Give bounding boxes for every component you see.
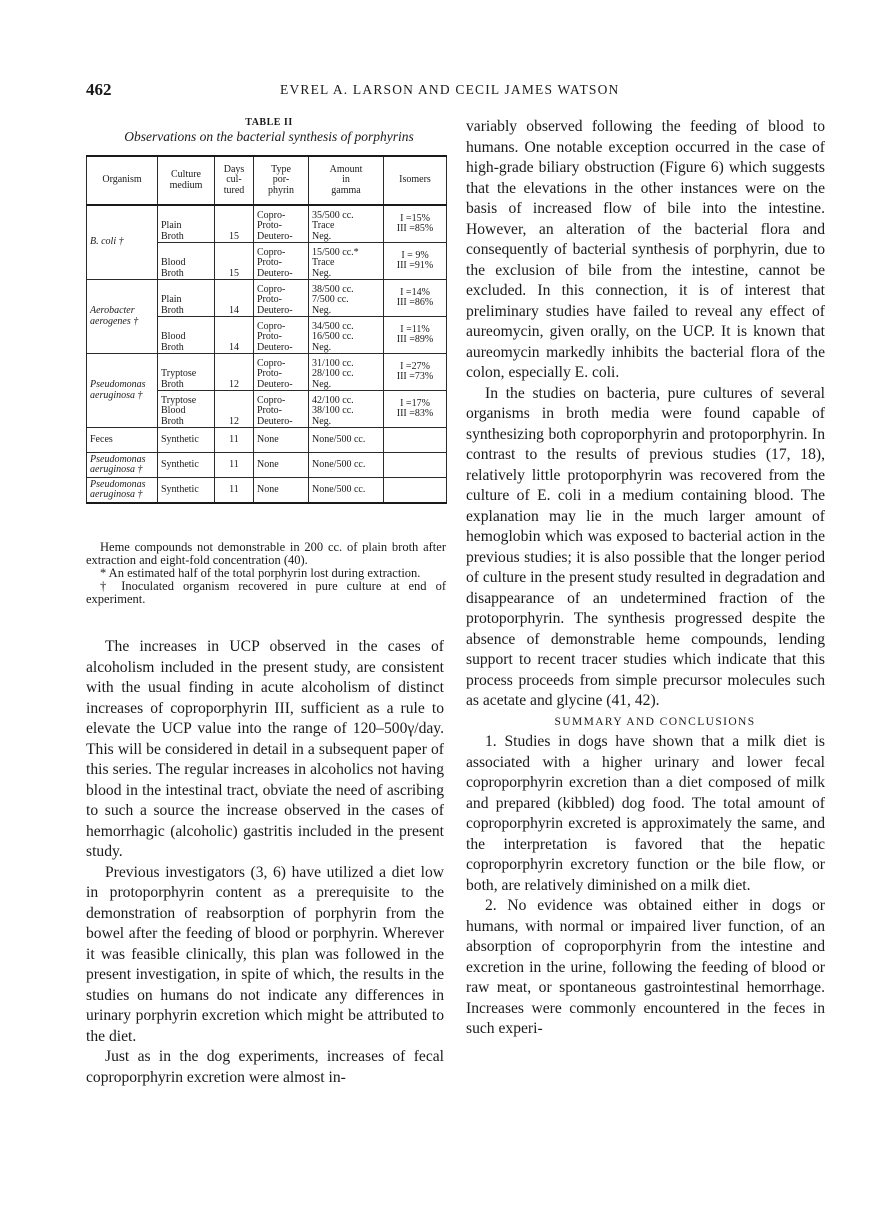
- cell-amount: None/500 cc.: [309, 453, 384, 478]
- cell-type: Copro- Proto- Deutero-: [254, 317, 309, 354]
- cell-organism: B. coli †: [87, 205, 158, 280]
- cell-isomers: I =11% III =89%: [384, 317, 447, 354]
- cell-days: 12: [215, 354, 254, 391]
- footnote: † Inoculated organism recovered in pure culture at end of experiment.: [86, 579, 446, 606]
- cell-amount: 38/500 cc. 7/500 cc. Neg.: [309, 280, 384, 317]
- cell-organism: Pseudomonas aeruginosa †: [87, 478, 158, 504]
- cell-medium: Synthetic: [158, 428, 215, 453]
- cell-type: Copro- Proto- Deutero-: [254, 391, 309, 428]
- table-row: [87, 478, 447, 504]
- cell-type: Copro- Proto- Deutero-: [254, 280, 309, 317]
- cell-medium: Tryptose Blood Broth: [158, 391, 215, 428]
- running-head: EVREL A. LARSON AND CECIL JAMES WATSON: [280, 82, 620, 97]
- paragraph: Previous investigators (3, 6) have utilized a diet low in protoporphyrin content as a prerequisite to the demonstration of reabsorption of porphyrin from the bowel after the feeding of blood or porphyrin. Wherever it was feasible clinically, this plan was followed in the present investigation, in spite of which, the results in the studies on humans do not indicate any differences in urinary porphyrin excretion which might be attributed to the diet.: [86, 863, 444, 1045]
- cell-amount: None/500 cc.: [309, 428, 384, 453]
- section-heading: SUMMARY AND CONCLUSIONS: [554, 715, 756, 728]
- cell-amount: 35/500 cc. Trace Neg.: [309, 205, 384, 243]
- cell-isomers: I =15% III =85%: [384, 205, 447, 243]
- cell-type: None: [254, 453, 309, 478]
- cell-medium: Tryptose Broth: [158, 354, 215, 391]
- cell-organism: Pseudomonas aeruginosa †: [87, 354, 158, 428]
- cell-days: 11: [215, 428, 254, 453]
- cell-days: 15: [215, 205, 254, 243]
- paragraph: The increases in UCP observed in the cases of alcoholism included in the present study, are consistent with the usual finding in acute alcoholism of distinct increases of coproporphyrin III, sufficient as a rule to elevate the UCP value into the range of 120–500γ/day. This will be considered in detail in a subsequent paper of this series. The regular increases in alcoholics not having blood in the intestinal tract, obviate the need of ascribing to such a source the increase observed in the cases of hemorrhagic (alcoholic) gastritis included in the present study.: [86, 638, 444, 860]
- cell-organism: Pseudomonas aeruginosa †: [87, 453, 158, 478]
- cell-isomers: I = 9% III =91%: [384, 243, 447, 280]
- paragraph: In the studies on bacteria, pure cultures of several organisms in broth media were found capable of synthesizing both coproporphyrin and protoporphyrin. In contrast to the results of previous studies (17, 18), relatively little protoporphyrin was recovered from the culture of E. coli in a medium containing blood. The explanation may lie in the much larger amount of hemoglobin which was exposed to bacterial action in the previous studies; it is also possible that the longer period of culture in the present study resulted in degradation and disappearance of an undetermined fraction of the protoporphyrin. The synthesis progressed despite the absence of demonstrable heme compounds, lending support to recent tracer studies which indicate that this process proceeds from simple precursor molecules such as acetate and glycine (41, 42).: [466, 384, 825, 709]
- cell-type: Copro- Proto- Deutero-: [254, 354, 309, 391]
- paragraph: 1. Studies in dogs have shown that a milk diet is associated with a higher urinary and lower fecal coproporphyrin excretion than a diet composed of milk and prepared (kibbled) dog food. The total amount of coproporphyrin excreted is approximately the same, and the interpretation is favored that the hepatic coproporphyrin excretory function or the bile flow, or both, are relatively diminished on a milk diet.: [466, 733, 825, 894]
- paragraph: Just as in the dog experiments, increases of fecal coproporphyrin excretion were almost in-: [86, 1048, 444, 1086]
- table-row: [87, 428, 447, 453]
- header-isomers: Isomers: [384, 156, 447, 205]
- table-row: [87, 280, 447, 317]
- cell-days: 14: [215, 317, 254, 354]
- paragraph: 2. No evidence was obtained either in dogs or humans, with normal or impaired liver function, of an absorption of coproporphyrin from the intestine and excretion in the urine, following the feeding of blood or raw meat, or spontaneous gastrointestinal hemorrhage. Increases were commonly encountered in the feces in such experi-: [466, 897, 825, 1037]
- left-column: [86, 637, 444, 1088]
- cell-type: None: [254, 428, 309, 453]
- cell-isomers: I =27% III =73%: [384, 354, 447, 391]
- cell-medium: Synthetic: [158, 453, 215, 478]
- table-row: [87, 354, 447, 391]
- table-row: [87, 205, 447, 243]
- cell-days: 15: [215, 243, 254, 280]
- cell-amount: 31/100 cc. 28/100 cc. Neg.: [309, 354, 384, 391]
- table-label: TABLE II: [245, 117, 293, 128]
- cell-amount: 34/500 cc. 16/500 cc. Neg.: [309, 317, 384, 354]
- cell-isomers: [384, 453, 447, 478]
- cell-type: None: [254, 478, 309, 504]
- cell-amount: 15/500 cc.* Trace Neg.: [309, 243, 384, 280]
- cell-medium: Blood Broth: [158, 243, 215, 280]
- cell-isomers: [384, 478, 447, 504]
- cell-organism: Feces: [87, 428, 158, 453]
- cell-isomers: I =14% III =86%: [384, 280, 447, 317]
- porphyrin-table: [86, 155, 447, 504]
- footnote: * An estimated half of the total porphyrin lost during extraction.: [100, 566, 421, 580]
- header-type-porphyrin: Type por- phyrin: [254, 156, 309, 205]
- paragraph: variably observed following the feeding of blood to humans. One notable exception occurred in the case of high-grade biliary obstruction (Figure 6) which suggests that the elevations in the other instances were on the basis of increased flow of bile into the intestine. However, an alteration of the bacterial flora and consequently of bacterial synthesis of porphyrin, due to the exclusion of bile from the intestine, cannot be excluded. In this connection, it is of interest that preliminary studies have failed to reveal any effect of aureomycin, given orally, on the UCP. It is known that aureomycin markedly inhibits the bacterial flora of the colon, especially E. coli.: [466, 118, 825, 381]
- cell-medium: Blood Broth: [158, 317, 215, 354]
- cell-amount: 42/100 cc. 38/100 cc. Neg.: [309, 391, 384, 428]
- cell-days: 12: [215, 391, 254, 428]
- header-culture-medium: Culture medium: [158, 156, 215, 205]
- cell-isomers: [384, 428, 447, 453]
- right-column: [466, 117, 825, 1040]
- table-footnotes: [86, 541, 446, 606]
- footnote: Heme compounds not demonstrable in 200 cc. of plain broth after extraction and eight-fold concentration (40).: [86, 540, 446, 567]
- cell-days: 14: [215, 280, 254, 317]
- header-organism: Organism: [87, 156, 158, 205]
- cell-type: Copro- Proto- Deutero-: [254, 205, 309, 243]
- cell-type: Copro- Proto- Deutero-: [254, 243, 309, 280]
- cell-medium: Plain Broth: [158, 280, 215, 317]
- header-days-cultured: Days cul- tured: [215, 156, 254, 205]
- cell-medium: Synthetic: [158, 478, 215, 504]
- table-row: [87, 453, 447, 478]
- table-caption: Observations on the bacterial synthesis of porphyrins: [124, 129, 414, 144]
- cell-organism: Aerobacter aerogenes †: [87, 280, 158, 354]
- header-amount-gamma: Amount in gamma: [309, 156, 384, 205]
- page-number: 462: [86, 80, 112, 99]
- cell-days: 11: [215, 453, 254, 478]
- table-header: [87, 156, 447, 205]
- cell-amount: None/500 cc.: [309, 478, 384, 504]
- cell-medium: Plain Broth: [158, 205, 215, 243]
- cell-days: 11: [215, 478, 254, 504]
- cell-isomers: I =17% III =83%: [384, 391, 447, 428]
